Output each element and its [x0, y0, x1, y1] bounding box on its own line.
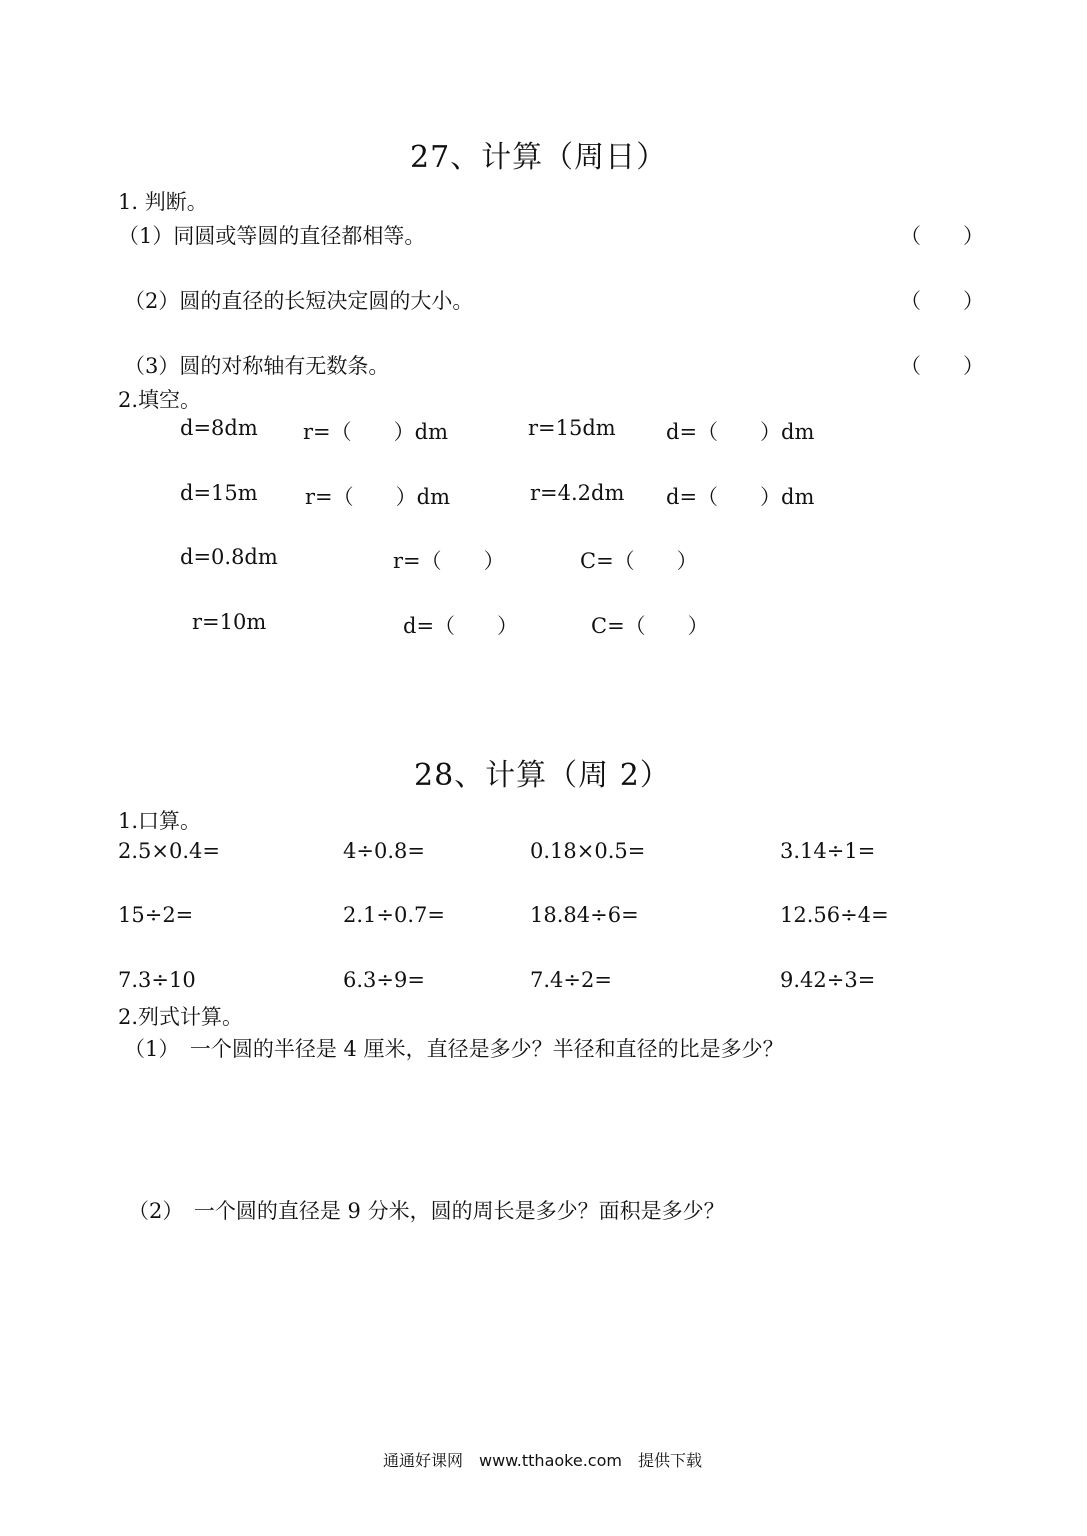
oral-cell: 15÷2=: [118, 903, 194, 927]
judgment-1-text: （1）同圆或等圆的直径都相等。: [118, 224, 426, 248]
fill-cell: d=（ ）: [403, 614, 519, 638]
oral-cell: 12.56÷4=: [780, 903, 889, 927]
section28-q2-heading: 2.列式计算。: [118, 1005, 244, 1029]
footer-credit: 通通好课网 www.tthaoke.com 提供下载: [383, 1451, 702, 1470]
oral-cell: 7.4÷2=: [530, 968, 612, 992]
fill-cell: d=（ ）dm: [666, 420, 815, 444]
fill-cell: C=（ ）: [591, 614, 709, 638]
oral-cell: 4÷0.8=: [343, 839, 425, 863]
section28-q1-heading: 1.口算。: [118, 809, 202, 833]
fill-cell: r=（ ）dm: [303, 420, 448, 444]
section27-title: 27、计算（周日）: [410, 140, 668, 175]
judgment-2-text: （2）圆的直径的长短决定圆的大小。: [124, 289, 474, 313]
fill-cell: r=10m: [192, 610, 267, 634]
fill-cell: d=0.8dm: [180, 545, 278, 569]
section28-title: 28、计算（周 2）: [414, 758, 671, 793]
section27-q1-heading: 1. 判断。: [118, 190, 208, 214]
judgment-3-text: （3）圆的对称轴有无数条。: [124, 354, 390, 378]
section27-q2-heading: 2.填空。: [118, 388, 202, 412]
word-problem-1: （1） 一个圆的半径是 4 厘米，直径是多少？半径和直径的比是多少？: [124, 1037, 784, 1061]
oral-cell: 18.84÷6=: [530, 903, 639, 927]
judgment-2-answer-paren: （ ）: [900, 289, 984, 313]
fill-cell: C=（ ）: [580, 549, 698, 573]
oral-cell: 0.18×0.5=: [530, 839, 646, 863]
fill-cell: r=15dm: [528, 416, 616, 440]
oral-cell: 3.14÷1=: [780, 839, 876, 863]
fill-cell: r=4.2dm: [530, 481, 625, 505]
oral-cell: 7.3÷10: [118, 968, 196, 992]
fill-cell: d=8dm: [180, 416, 258, 440]
oral-cell: 6.3÷9=: [343, 968, 425, 992]
fill-cell: r=（ ）: [393, 549, 505, 573]
judgment-3-answer-paren: （ ）: [900, 354, 984, 378]
fill-cell: d=（ ）dm: [666, 485, 815, 509]
oral-cell: 2.1÷0.7=: [343, 903, 445, 927]
judgment-1-answer-paren: （ ）: [900, 224, 984, 248]
fill-cell: d=15m: [180, 481, 258, 505]
oral-cell: 2.5×0.4=: [118, 839, 220, 863]
fill-cell: r=（ ）dm: [305, 485, 450, 509]
word-problem-2: （2） 一个圆的直径是 9 分米，圆的周长是多少？面积是多少？: [128, 1199, 725, 1223]
oral-cell: 9.42÷3=: [780, 968, 876, 992]
